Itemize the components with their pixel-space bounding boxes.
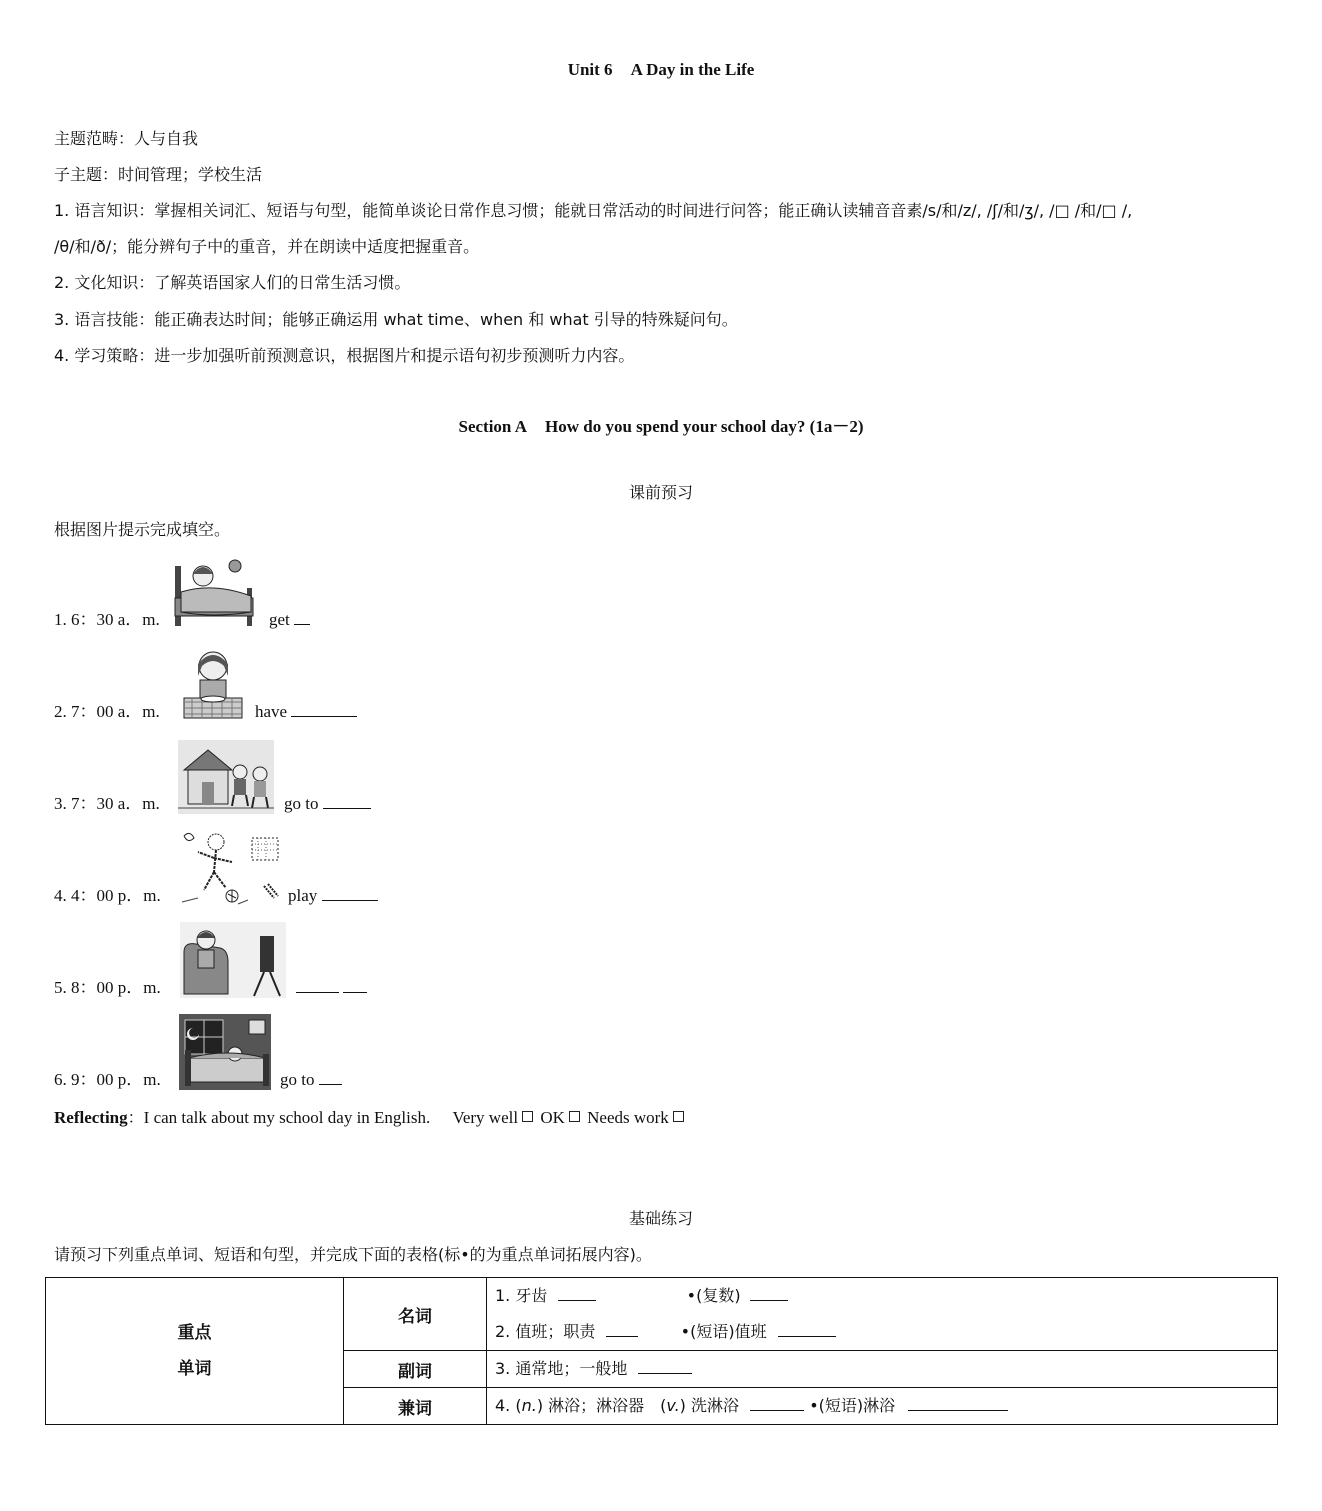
item-time: 5. 8：00 p．m. (54, 978, 161, 997)
table-row: 4. (n.) 淋浴；淋浴器 (v.) 洗淋浴 •(短语)淋浴 (495, 1388, 1277, 1424)
answer-blank[interactable] (778, 1322, 836, 1337)
answer-blank[interactable] (750, 1396, 804, 1411)
preview-item-6 (54, 1002, 654, 1090)
preview-item-4 (54, 818, 654, 906)
answer-blank[interactable] (606, 1322, 638, 1337)
children-going-to-school-picture (178, 740, 274, 814)
table-row: 3. 通常地；一般地 (495, 1351, 1277, 1387)
section-label: Section A (458, 417, 527, 436)
child-sleeping-picture (179, 1014, 271, 1090)
answer-blank[interactable] (319, 1070, 342, 1085)
boy-watching-tv-picture (180, 922, 286, 998)
noun-label: 名词 (344, 1278, 487, 1351)
item-phrase: go to (280, 1070, 342, 1090)
category-cell (46, 1278, 344, 1425)
preview-item-2 (54, 634, 654, 722)
option-needs-work-label: Needs work (587, 1108, 669, 1127)
category-line-2: 单词 (177, 1359, 212, 1379)
item-time: 6. 9：00 p．m. (54, 1070, 161, 1089)
option-ok-checkbox[interactable] (569, 1111, 580, 1122)
preview-instruction: 根据图片提示完成填空。 (54, 520, 231, 539)
option-very-well-label: Very well (452, 1108, 519, 1127)
reflecting-line: Reflecting：I can talk about my school day in English. Very well OK Needs work (54, 1105, 687, 1128)
noun-content (487, 1278, 1278, 1351)
preview-item-3 (54, 726, 654, 814)
preview-item-5 (54, 910, 654, 998)
adverb-label: 副词 (344, 1351, 487, 1388)
item-phrase (296, 978, 367, 998)
unit-name: A Day in the Life (630, 60, 755, 79)
answer-blank[interactable] (638, 1359, 692, 1374)
answer-blank[interactable] (323, 794, 371, 809)
table-row: 2. 值班；职责 •(短语)值班 (495, 1314, 1277, 1350)
preview-item-1 (54, 542, 654, 630)
section-title (0, 412, 1322, 437)
answer-blank[interactable] (558, 1286, 596, 1301)
answer-blank[interactable] (296, 978, 339, 993)
objective-4: 4. 学习策略：进一步加强听前预测意识，根据图片和提示语句初步预测听力内容。 (54, 346, 635, 365)
table-row: 1. 牙齿 •(复数) (495, 1278, 1277, 1314)
item-time: 2. 7：00 a．m. (54, 702, 160, 721)
answer-blank[interactable] (294, 610, 310, 625)
item-time: 4. 4：00 p．m. (54, 886, 161, 905)
item-phrase: play (288, 886, 378, 906)
reflecting-label: Reflecting (54, 1108, 128, 1127)
answer-blank[interactable] (908, 1396, 1008, 1411)
girl-waking-up-picture (173, 552, 259, 630)
category-line-1: 重点 (177, 1323, 212, 1343)
option-very-well-checkbox[interactable] (522, 1111, 533, 1122)
answer-blank[interactable] (322, 886, 378, 901)
reflecting-text: I can talk about my school day in English. (143, 1108, 431, 1127)
multi-pos-label: 兼词 (344, 1388, 487, 1425)
vocabulary-table (45, 1277, 1278, 1425)
multi-pos-content (487, 1388, 1278, 1425)
option-needs-work-checkbox[interactable] (673, 1111, 684, 1122)
option-ok-label: OK (540, 1108, 565, 1127)
theme-line: 主题范畴：人与自我 (54, 129, 199, 148)
objective-2: 2. 文化知识：了解英语国家人们的日常生活习惯。 (54, 273, 411, 292)
item-phrase: get (269, 610, 310, 630)
preview-heading: 课前预习 (628, 483, 693, 502)
answer-blank[interactable] (291, 702, 357, 717)
item-phrase: have (255, 702, 357, 722)
item-time: 3. 7：30 a．m. (54, 794, 160, 813)
basic-instruction: 请预习下列重点单词、短语和句型，并完成下面的表格(标•的为重点单词拓展内容)。 (54, 1245, 652, 1264)
basic-heading: 基础练习 (628, 1209, 693, 1228)
objective-1: 1. 语言知识：掌握相关词汇、短语与句型，能简单谈论日常作息习惯；能就日常活动的时间进行问答；能正确认读辅音音素/s/和/z/, /ʃ/和/ʒ/, /□ /和/□ /, (54, 201, 1133, 220)
girl-eating-breakfast-picture (182, 646, 244, 722)
objective-3: 3. 语言技能：能正确表达时间；能够正确运用 what time、when 和 what 引导的特殊疑问句。 (54, 310, 738, 329)
item-time: 1. 6：30 a．m. (54, 610, 160, 629)
subtheme-line: 子主题：时间管理；学校生活 (54, 165, 263, 184)
unit-title (0, 60, 1322, 80)
answer-blank[interactable] (750, 1286, 788, 1301)
unit-number: Unit 6 (567, 60, 613, 79)
answer-blank[interactable] (343, 978, 367, 993)
objective-1-cont: /θ/和/ð/；能分辨句子中的重音，并在朗读中适度把握重音。 (54, 237, 480, 256)
boy-playing-soccer-picture (178, 828, 282, 906)
section-question: How do you spend your school day? (1a－2) (544, 417, 864, 436)
item-phrase: go to (284, 794, 371, 814)
adverb-content (487, 1351, 1278, 1388)
